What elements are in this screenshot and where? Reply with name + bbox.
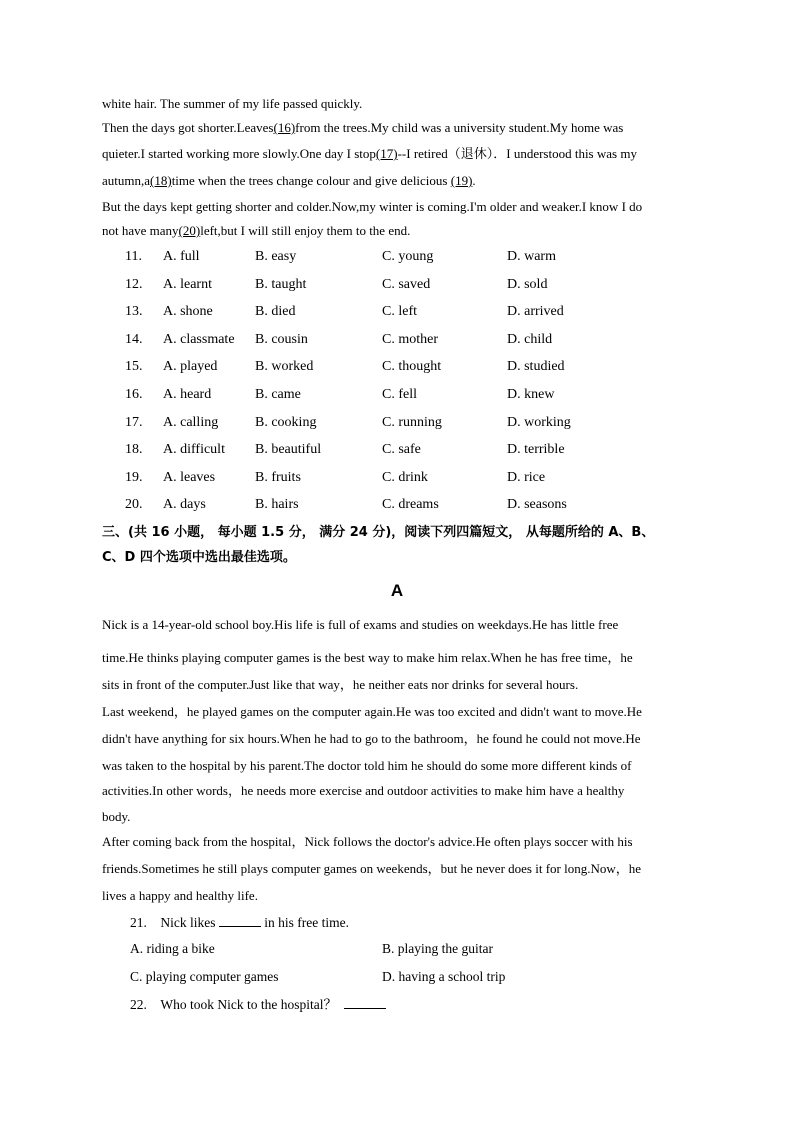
- option-d[interactable]: D. rice: [507, 470, 546, 485]
- passage-line: [102, 835, 702, 849]
- question-number: 19.: [125, 470, 143, 485]
- option-d[interactable]: D. arrived: [507, 304, 564, 319]
- blank-number: (19): [450, 173, 473, 188]
- passage-text: Then the days got shorter.Leaves: [102, 120, 274, 135]
- option-d[interactable]: D. terrible: [507, 442, 565, 457]
- passage-text: --I retired（退休）．I understood this was my: [397, 146, 637, 161]
- option-b[interactable]: B. worked: [255, 359, 314, 374]
- passage-line: [102, 147, 702, 161]
- passage-text: didn't have anything for six hours.When he had to go to the bathroom，he found he could not move.He: [102, 731, 641, 746]
- option-d[interactable]: D. working: [507, 415, 571, 430]
- question-number: 21.: [130, 915, 147, 930]
- question-text: in his free time.: [260, 915, 349, 930]
- passage-line: [102, 862, 702, 876]
- option-c[interactable]: C. drink: [382, 470, 428, 485]
- question-number: 17.: [125, 415, 143, 430]
- option-a[interactable]: A. heard: [163, 387, 212, 402]
- passage-text: Nick is a 14-year-old school boy.His life is full of exams and studies on weekdays.He has little free: [102, 617, 619, 632]
- option-b[interactable]: B. playing the guitar: [382, 941, 493, 956]
- passage-text: Last weekend，he played games on the computer again.He was too excited and didn't want to move.He: [102, 704, 642, 719]
- passage-line: [102, 200, 702, 214]
- passage-text: lives a happy and healthy life.: [102, 888, 258, 903]
- option-c[interactable]: C. running: [382, 415, 442, 430]
- passage-text: quieter.I started working more slowly.One day I stop: [102, 146, 376, 161]
- passage-text: body.: [102, 809, 131, 824]
- passage-text: from the trees.My child was a university student.My home was: [295, 120, 624, 135]
- instruction-line: 三、(共 16 小题， 每小题 1.5 分， 满分 24 分)，阅读下列四篇短文， 从每题所给的 A、B、: [102, 525, 655, 540]
- option-b[interactable]: B. beautiful: [255, 442, 322, 457]
- option-a[interactable]: A. days: [163, 497, 206, 512]
- option-a[interactable]: A. calling: [163, 415, 219, 430]
- option-a[interactable]: A. learnt: [163, 277, 212, 292]
- option-d[interactable]: D. child: [507, 332, 553, 347]
- option-d[interactable]: D. seasons: [507, 497, 567, 512]
- option-a[interactable]: A. leaves: [163, 470, 216, 485]
- passage-text: friends.Sometimes he still plays computer games on weekends，but he never does it for long.Now，he: [102, 861, 642, 876]
- option-c[interactable]: C. mother: [382, 332, 438, 347]
- passage-line: [102, 224, 702, 238]
- question-number: 14.: [125, 332, 143, 347]
- passage-heading: A: [390, 581, 404, 600]
- option-a[interactable]: A. difficult: [163, 442, 225, 457]
- option-b[interactable]: B. fruits: [255, 470, 301, 485]
- passage-text: not have many: [102, 223, 179, 238]
- passage-line: [102, 759, 702, 773]
- passage-line: [102, 678, 702, 692]
- passage-line: [102, 97, 702, 111]
- passage-text: time.He thinks playing computer games is the best way to make him relax.When he has free time，he: [102, 650, 633, 665]
- option-b[interactable]: B. cousin: [255, 332, 308, 347]
- passage-text: left,but I will still enjoy them to the end.: [200, 223, 411, 238]
- question-stem: [130, 996, 386, 1013]
- option-d[interactable]: D. studied: [507, 359, 565, 374]
- option-d[interactable]: D. having a school trip: [382, 969, 506, 984]
- question-number: 15.: [125, 359, 143, 374]
- passage-text: was taken to the hospital by his parent.The doctor told him he should do some more different kinds of: [102, 758, 632, 773]
- option-b[interactable]: B. died: [255, 304, 296, 319]
- option-b[interactable]: B. hairs: [255, 497, 299, 512]
- option-c[interactable]: C. fell: [382, 387, 417, 402]
- passage-line: [102, 121, 702, 135]
- option-a[interactable]: A. classmate: [163, 332, 235, 347]
- option-b[interactable]: B. taught: [255, 277, 307, 292]
- option-b[interactable]: B. easy: [255, 249, 297, 264]
- passage-text: activities.In other words，he needs more exercise and outdoor activities to make him have a healthy: [102, 783, 625, 798]
- option-b[interactable]: B. cooking: [255, 415, 317, 430]
- option-c[interactable]: C. playing computer games: [130, 969, 279, 984]
- passage-line: [102, 651, 702, 665]
- blank-number: (20): [178, 223, 201, 238]
- question-number: 11.: [125, 249, 142, 264]
- passage-line: [102, 618, 702, 632]
- blank-number: (18): [150, 173, 172, 188]
- option-a[interactable]: A. played: [163, 359, 218, 374]
- blank-number: (16): [273, 120, 296, 135]
- question-number: 18.: [125, 442, 143, 457]
- passage-line: [102, 732, 702, 746]
- option-c[interactable]: C. dreams: [382, 497, 439, 512]
- option-b[interactable]: B. came: [255, 387, 301, 402]
- passage-text: time when the trees change colour and give delicious: [171, 173, 451, 188]
- question-number: 22.: [130, 997, 147, 1012]
- answer-blank[interactable]: [344, 996, 386, 1009]
- question-number: 20.: [125, 497, 143, 512]
- option-d[interactable]: D. sold: [507, 277, 548, 292]
- option-d[interactable]: D. knew: [507, 387, 555, 402]
- option-d[interactable]: D. warm: [507, 249, 556, 264]
- option-c[interactable]: C. thought: [382, 359, 442, 374]
- question-stem: [130, 914, 349, 931]
- question-text: Who took Nick to the hospital？: [160, 997, 337, 1012]
- answer-blank[interactable]: [219, 914, 261, 927]
- option-a[interactable]: A. riding a bike: [130, 941, 215, 956]
- passage-line: [102, 784, 702, 798]
- passage-line: [102, 174, 702, 188]
- passage-text: sits in front of the computer.Just like that way，he neither eats nor drinks for several hours.: [102, 677, 579, 692]
- instruction-line: C、D 四个选项中选出最佳选项。: [102, 550, 296, 565]
- passage-line: [102, 810, 702, 824]
- passage-text: .: [472, 173, 476, 188]
- option-c[interactable]: C. young: [382, 249, 434, 264]
- blank-number: (17): [375, 146, 398, 161]
- passage-line: [102, 889, 702, 903]
- option-c[interactable]: C. left: [382, 304, 417, 319]
- passage-text: white hair. The summer of my life passed quickly.: [102, 96, 363, 111]
- passage-line: [102, 705, 702, 719]
- question-text: Nick likes: [160, 915, 219, 930]
- passage-text: After coming back from the hospital，Nick follows the doctor's advice.He often plays soccer with his: [102, 834, 633, 849]
- passage-text: autumn,a: [102, 173, 151, 188]
- section-instructions: [102, 520, 712, 570]
- question-number: 12.: [125, 277, 143, 292]
- option-a[interactable]: A. full: [163, 249, 200, 264]
- question-number: 16.: [125, 387, 143, 402]
- option-a[interactable]: A. shone: [163, 304, 213, 319]
- question-number: 13.: [125, 304, 143, 319]
- option-c[interactable]: C. saved: [382, 277, 431, 292]
- passage-text: But the days kept getting shorter and colder.Now,my winter is coming.I'm older and weaker.I know I do: [102, 199, 643, 214]
- option-c[interactable]: C. safe: [382, 442, 421, 457]
